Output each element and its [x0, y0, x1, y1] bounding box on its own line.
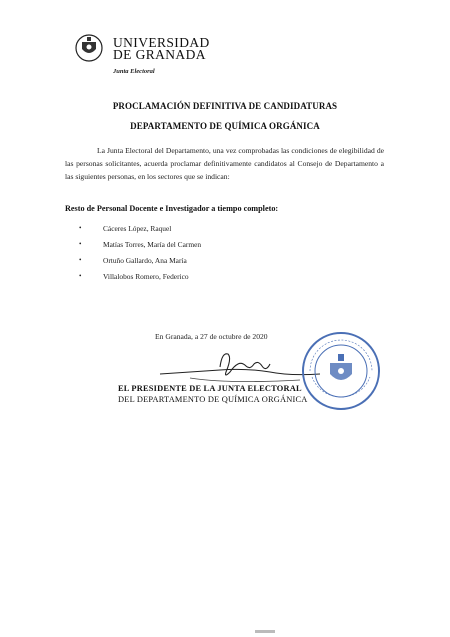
sector-heading: Resto de Personal Docente e Investigador a tiempo completo: — [65, 204, 279, 213]
candidate-name: Matías Torres, María del Carmen — [103, 239, 202, 249]
bullet-icon: • — [79, 272, 82, 280]
university-name-line1: UNIVERSIDAD — [113, 35, 210, 50]
list-item — [65, 220, 365, 236]
list-item — [65, 268, 365, 284]
official-stamp — [300, 330, 382, 412]
body-paragraph: La Junta Electoral del Departamento, una vez comprobadas las condiciones de elegibilidad de las personas solicitantes, acuerda proclamar definitivamente candidatos al Consejo de Departamento a las siguientes personas, en los sectores que se indican: — [65, 146, 384, 181]
bullet-icon: • — [79, 240, 82, 248]
university-crest-icon — [74, 33, 104, 63]
junta-electoral-label: Junta Electoral — [113, 68, 155, 75]
signer-department: DEL DEPARTAMENTO DE QUÍMICA ORGÁNICA — [118, 395, 308, 404]
department-title: DEPARTAMENTO DE QUÍMICA ORGÁNICA — [130, 121, 320, 131]
document-title: PROCLAMACIÓN DEFINITIVA DE CANDIDATURAS — [112, 101, 338, 111]
list-item — [65, 252, 365, 268]
candidate-name: Villalobos Romero, Federico — [103, 271, 189, 281]
date-line: En Granada, a 27 de octubre de 2020 — [155, 332, 268, 341]
list-item — [65, 236, 365, 252]
candidate-list — [65, 220, 365, 284]
bullet-icon: • — [79, 256, 82, 264]
scan-mark — [255, 630, 275, 633]
signer-title: EL PRESIDENTE DE LA JUNTA ELECTORAL — [118, 384, 302, 393]
university-name-line2: DE GRANADA — [113, 47, 206, 62]
candidate-name: Cáceres López, Raquel — [103, 223, 172, 233]
candidate-name: Ortuño Gallardo, Ana María — [103, 255, 187, 265]
bullet-icon: • — [79, 224, 82, 232]
